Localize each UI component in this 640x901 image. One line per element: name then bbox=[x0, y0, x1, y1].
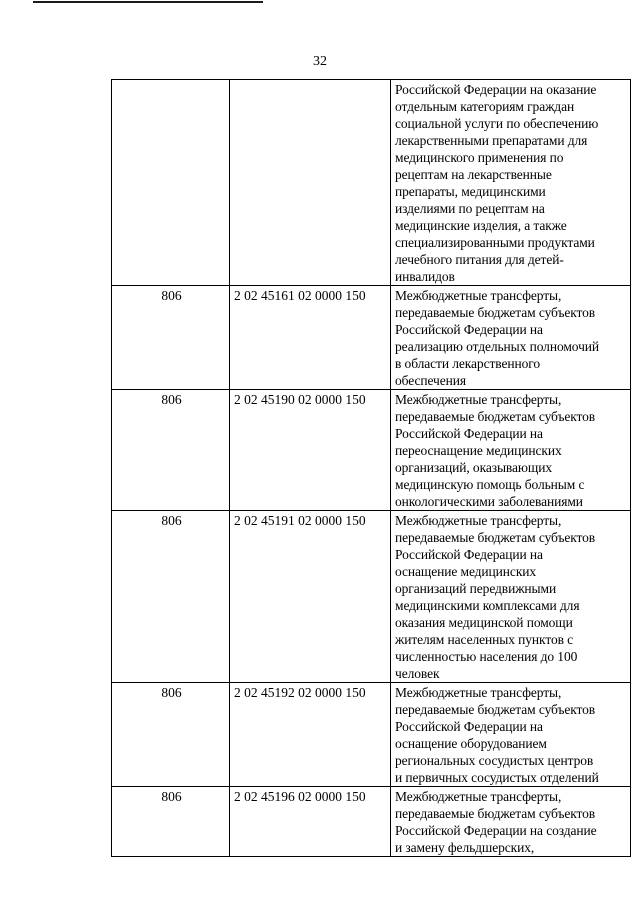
description-line: Межбюджетные трансферты, bbox=[395, 288, 562, 303]
description-line: передаваемые бюджетам субъектов bbox=[395, 305, 596, 320]
description-line: инвалидов bbox=[395, 269, 455, 284]
description-line: отдельным категориям граждан bbox=[395, 99, 575, 114]
description-line: оснащение медицинских bbox=[395, 564, 537, 579]
description-line: жителям населенных пунктов с bbox=[395, 632, 574, 647]
description-line: оказания медицинской помощи bbox=[395, 615, 573, 630]
kbk-cell: 2 02 45196 02 0000 150 bbox=[230, 787, 391, 857]
admin-code-cell bbox=[112, 80, 230, 286]
description-line: препараты, медицинскими bbox=[395, 184, 546, 199]
description-line: Межбюджетные трансферты, bbox=[395, 685, 562, 700]
admin-code-cell: 806 bbox=[112, 683, 230, 787]
table-row bbox=[112, 390, 631, 511]
description-line: Российской Федерации на bbox=[395, 426, 543, 441]
description-line: передаваемые бюджетам субъектов bbox=[395, 530, 596, 545]
description-line: Межбюджетные трансферты, bbox=[395, 513, 562, 528]
description-line: переоснащение медицинских bbox=[395, 443, 562, 458]
kbk-cell: 2 02 45161 02 0000 150 bbox=[230, 286, 391, 390]
description-line: реализацию отдельных полномочий bbox=[395, 339, 600, 354]
admin-code-cell: 806 bbox=[112, 787, 230, 857]
description-line: и первичных сосудистых отделений bbox=[395, 770, 599, 785]
description-line: специализированными продуктами bbox=[395, 235, 595, 250]
kbk-cell bbox=[230, 80, 391, 286]
description-line: лечебного питания для детей- bbox=[395, 252, 564, 267]
table-row bbox=[112, 286, 631, 390]
description-line: медицинскую помощь больным с bbox=[395, 477, 585, 492]
table-row bbox=[112, 787, 631, 857]
description-line: региональных сосудистых центров bbox=[395, 753, 594, 768]
description-line: передаваемые бюджетам субъектов bbox=[395, 702, 596, 717]
description-cell bbox=[391, 390, 631, 511]
description-line: человек bbox=[395, 666, 440, 681]
description-line: лекарственными препаратами для bbox=[395, 133, 588, 148]
admin-code-cell: 806 bbox=[112, 511, 230, 683]
kbk-cell: 2 02 45191 02 0000 150 bbox=[230, 511, 391, 683]
description-line: медицинские изделия, а также bbox=[395, 218, 567, 233]
description-line: социальной услуги по обеспечению bbox=[395, 116, 599, 131]
description-line: в области лекарственного bbox=[395, 356, 541, 371]
table-row bbox=[112, 511, 631, 683]
description-cell bbox=[391, 787, 631, 857]
description-line: организаций, оказывающих bbox=[395, 460, 552, 475]
description-line: численностью населения до 100 bbox=[395, 649, 578, 664]
page-number: 32 bbox=[313, 54, 327, 69]
description-line: Российской Федерации на bbox=[395, 719, 543, 734]
description-line: Межбюджетные трансферты, bbox=[395, 392, 562, 407]
description-line: Российской Федерации на оказание bbox=[395, 82, 597, 97]
table-body bbox=[112, 80, 631, 857]
description-line: и замену фельдшерских, bbox=[395, 840, 535, 855]
description-line: Российской Федерации на bbox=[395, 547, 543, 562]
description-line: обеспечения bbox=[395, 373, 466, 388]
description-line: оснащение оборудованием bbox=[395, 736, 547, 751]
admin-code-cell: 806 bbox=[112, 390, 230, 511]
description-cell bbox=[391, 511, 631, 683]
description-line: организаций передвижными bbox=[395, 581, 557, 596]
table-row bbox=[112, 80, 631, 286]
description-line: передаваемые бюджетам субъектов bbox=[395, 806, 596, 821]
admin-code-cell: 806 bbox=[112, 286, 230, 390]
description-line: рецептам на лекарственные bbox=[395, 167, 552, 182]
kbk-cell: 2 02 45190 02 0000 150 bbox=[230, 390, 391, 511]
kbk-cell: 2 02 45192 02 0000 150 bbox=[230, 683, 391, 787]
description-line: Российской Федерации на bbox=[395, 322, 543, 337]
description-cell bbox=[391, 683, 631, 787]
description-line: Межбюджетные трансферты, bbox=[395, 789, 562, 804]
top-rule bbox=[33, 1, 263, 3]
description-cell bbox=[391, 286, 631, 390]
description-line: медицинскими комплексами для bbox=[395, 598, 580, 613]
description-line: передаваемые бюджетам субъектов bbox=[395, 409, 596, 424]
table-row bbox=[112, 683, 631, 787]
budget-table bbox=[111, 79, 631, 857]
description-cell bbox=[391, 80, 631, 286]
description-line: медицинского применения по bbox=[395, 150, 564, 165]
description-line: онкологическими заболеваниями bbox=[395, 494, 583, 509]
description-line: изделиями по рецептам на bbox=[395, 201, 545, 216]
description-line: Российской Федерации на создание bbox=[395, 823, 597, 838]
